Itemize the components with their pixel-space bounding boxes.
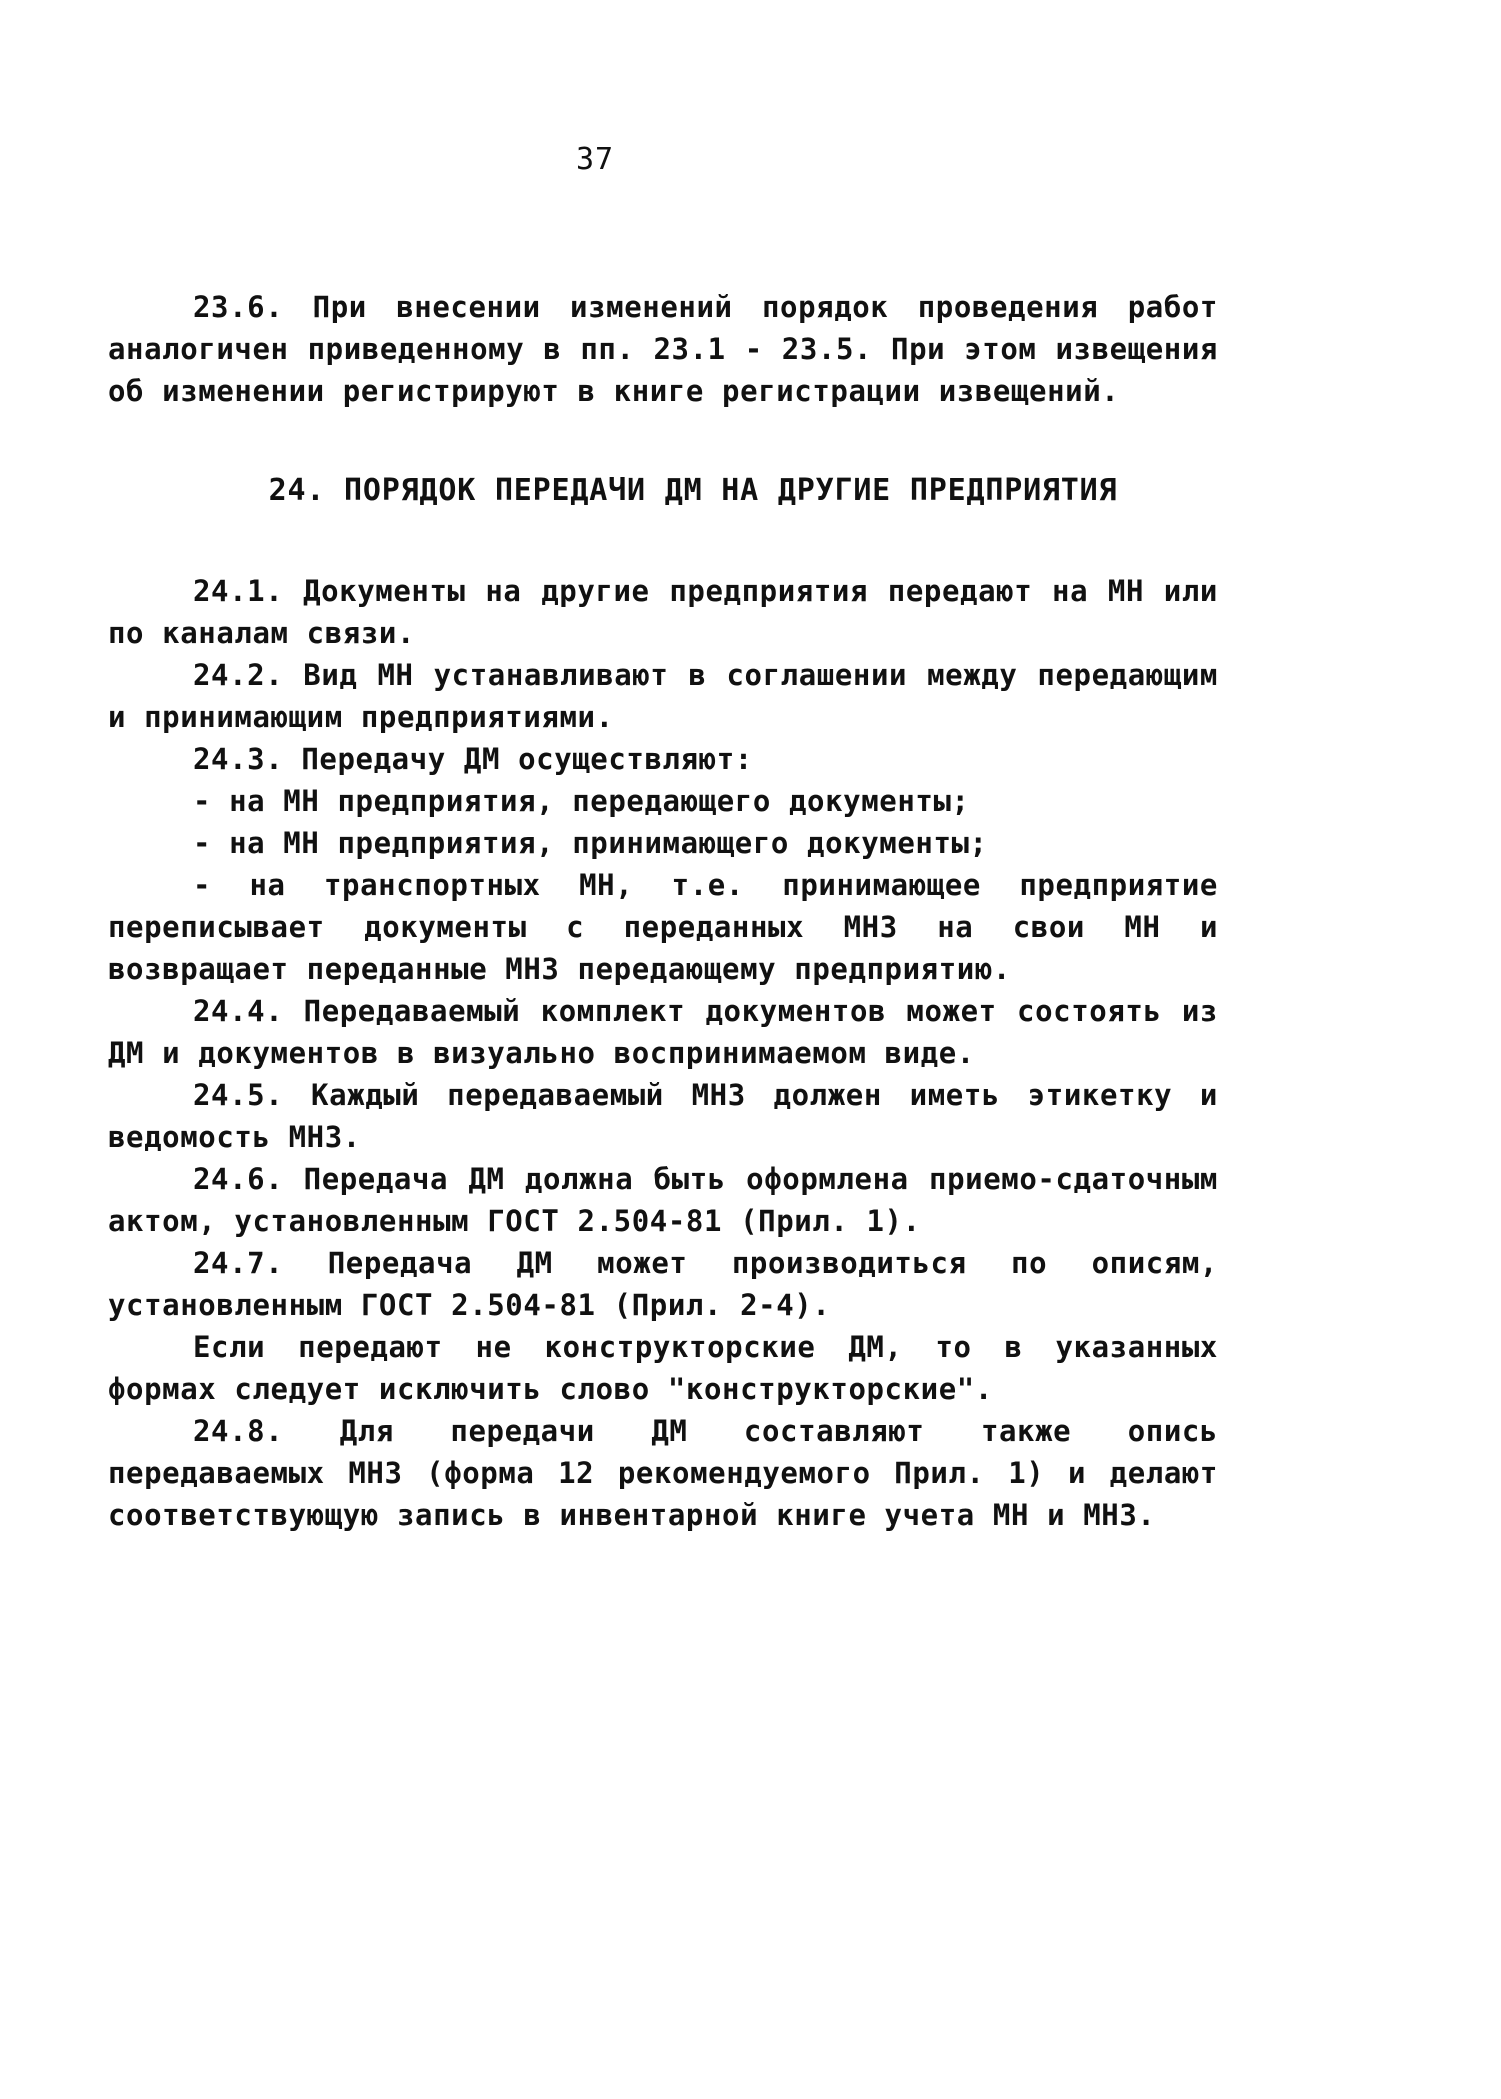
paragraph-24-2: 24.2. Вид МН устанавливают в соглашении между передающим и принимающим предприятиями. — [108, 658, 1218, 734]
list-item-24-3-c: - на транспортных МН, т.е. принимающее предприятие переписывает документы с переданных МНЗ на свои МН и возвращает переданные МНЗ передающему предприятию. — [108, 868, 1218, 986]
paragraph-23-6: 23.6. При внесении изменений порядок проведения работ аналогичен приведенному в пп. 23.1 - 23.5. При этом извещения об изменении регистрируют в книге регистрации извещений. — [108, 290, 1218, 408]
paragraph-24-3: 24.3. Передачу ДМ осуществляют: — [193, 742, 753, 776]
paragraph-24-7-note: Если передают не конструкторские ДМ, то в указанных формах следует исключить слово "конструкторские". — [108, 1330, 1218, 1406]
paragraph-24-8: 24.8. Для передачи ДМ составляют также опись передаваемых МНЗ (форма 12 рекомендуемого Прил. 1) и делают соответствующую запись в инвентарной книге учета МН и МНЗ. — [108, 1414, 1218, 1532]
list-item-24-3-a: - на МН предприятия, передающего документы; — [193, 784, 970, 818]
paragraph-24-4: 24.4. Передаваемый комплект документов может состоять из ДМ и документов в визуально воспринимаемом виде. — [108, 994, 1218, 1070]
page-number: 37 — [575, 142, 615, 177]
list-item-24-3-b: - на МН предприятия, принимающего документы; — [193, 826, 988, 860]
document-body — [108, 286, 1218, 1536]
paragraph-24-1: 24.1. Документы на другие предприятия передают на МН или по каналам связи. — [108, 574, 1218, 650]
section-heading-24: 24. ПОРЯДОК ПЕРЕДАЧИ ДМ НА ДРУГИЕ ПРЕДПРИЯТИЯ — [268, 473, 1118, 508]
paragraph-24-6: 24.6. Передача ДМ должна быть оформлена приемо-сдаточным актом, установленным ГОСТ 2.504-81 (Прил. 1). — [108, 1162, 1218, 1238]
paragraph-24-5: 24.5. Каждый передаваемый МНЗ должен иметь этикетку и ведомость МНЗ. — [108, 1078, 1218, 1154]
paragraph-24-7: 24.7. Передача ДМ может производиться по описям, установленным ГОСТ 2.504-81 (Прил. 2-4). — [108, 1246, 1218, 1322]
